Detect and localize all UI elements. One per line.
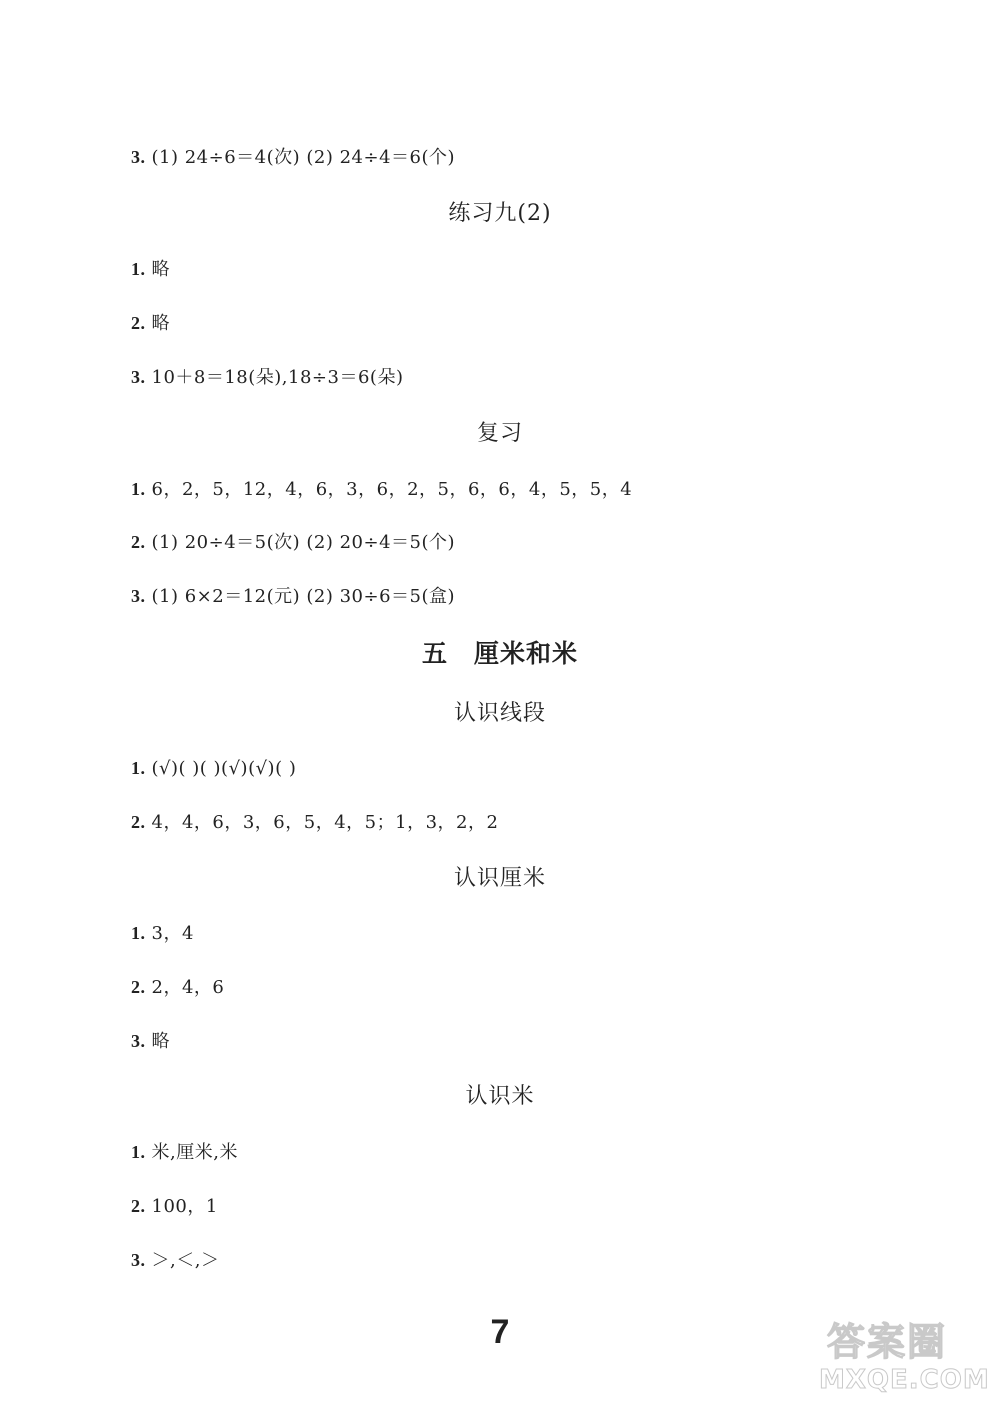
item-number: 2. (131, 1196, 146, 1216)
chapter-name: 厘米和米 (474, 639, 579, 668)
item-number: 3. (131, 1031, 146, 1051)
item-text: 略 (151, 259, 170, 280)
answer-item (131, 1140, 238, 1165)
item-number: 2. (131, 977, 146, 997)
chapter-number: 五 (421, 639, 448, 668)
watermark-logo (815, 1305, 995, 1400)
answer-item (131, 584, 455, 609)
item-text: (1) 20÷4＝5(次) (2) 20÷4＝5(个) (151, 532, 456, 553)
item-text: 略 (151, 313, 170, 334)
item-number: 1. (131, 479, 146, 499)
answer-item (131, 530, 455, 555)
answer-item (131, 257, 170, 282)
answer-item (131, 810, 498, 835)
item-number: 2. (131, 313, 146, 333)
item-text: 略 (151, 1031, 170, 1052)
answer-item (131, 975, 224, 1000)
item-number: 3. (131, 367, 146, 387)
item-text: 2，4，6 (151, 977, 225, 998)
item-text: 3，4 (151, 923, 194, 944)
watermark-text-bottom: MXQE.COM (819, 1365, 990, 1395)
item-text: 10＋8＝18(朵),18÷3＝6(朵) (151, 367, 404, 388)
item-number: 1. (131, 923, 146, 943)
answer-item (131, 145, 455, 170)
item-text: (1) 6×2＝12(元) (2) 30÷6＝5(盒) (151, 586, 456, 607)
item-text: 6，2，5，12，4，6，3，6，2，5，6，6，4，5，5，4 (151, 479, 633, 500)
section-title: 认识米 (465, 1084, 535, 1109)
item-text: (√)( )( )(√)(√)( ) (151, 758, 297, 779)
answer-item (131, 1029, 170, 1054)
item-text: 100，1 (151, 1196, 218, 1217)
section-title: 认识线段 (453, 701, 546, 726)
item-number: 2. (131, 532, 146, 552)
item-number: 1. (131, 758, 146, 778)
item-number: 1. (131, 259, 146, 279)
item-number: 2. (131, 812, 146, 832)
watermark-text-top: 答案圈 (827, 1320, 948, 1364)
answer-item (131, 921, 194, 946)
chapter-title (0, 638, 1000, 670)
answer-item (131, 477, 632, 502)
answer-item (131, 1248, 219, 1273)
item-number: 3. (131, 586, 146, 606)
section-title: 复习 (476, 421, 523, 446)
page-number: 7 (490, 1313, 510, 1351)
item-text: ＞,＜,＞ (151, 1250, 220, 1271)
answer-item (131, 756, 296, 781)
item-number: 3. (131, 1250, 146, 1270)
answer-item (131, 311, 170, 336)
answer-item (131, 365, 403, 390)
section-title: 认识厘米 (453, 866, 546, 891)
section-title: 练习九(2) (448, 201, 552, 226)
item-text: 米,厘米,米 (151, 1142, 238, 1163)
answer-item (131, 1194, 218, 1219)
item-text: (1) 24÷6＝4(次) (2) 24÷4＝6(个) (151, 147, 456, 168)
item-text: 4，4，6，3，6，5，4，5；1，3，2，2 (151, 812, 499, 833)
item-number: 1. (131, 1142, 146, 1162)
item-number: 3. (131, 147, 146, 167)
